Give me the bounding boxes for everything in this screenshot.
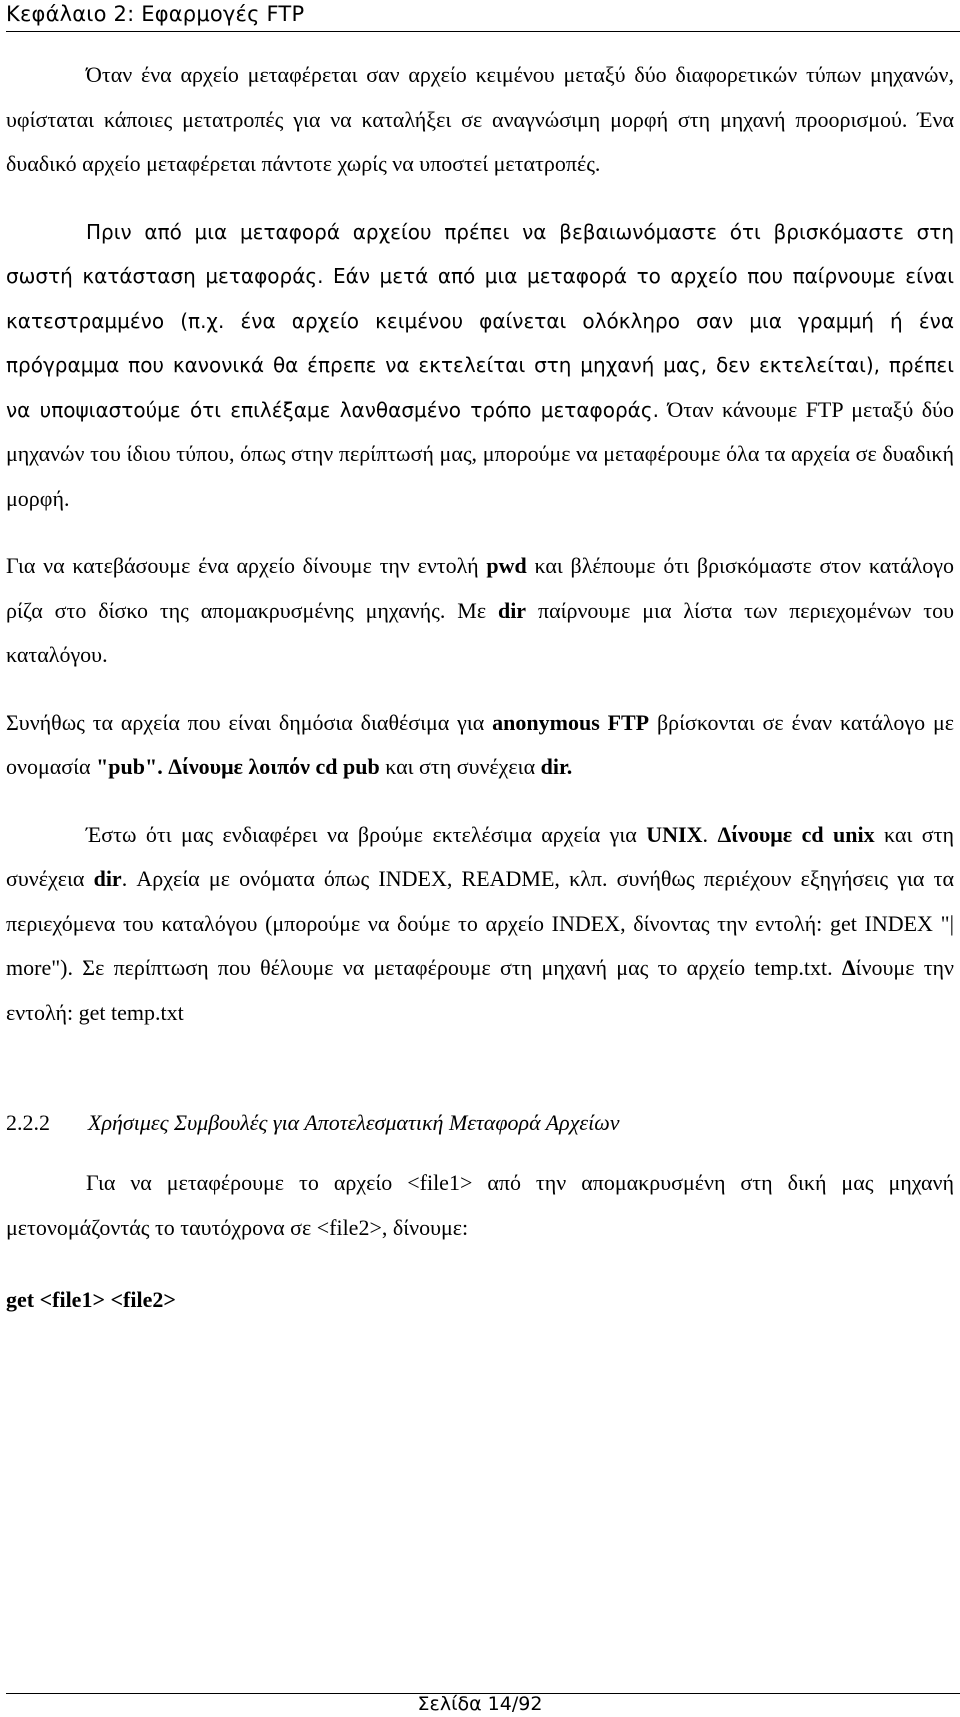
paragraph-rename: Για να μεταφέρουμε το αρχείο <file1> από την απομακρυσμένη στη δική μας μηχανή μετονομάζοντάς το ταυτόχρονα σε <file2>, δίνουμε: [6, 1170, 954, 1240]
header-divider [6, 31, 960, 32]
page-number: Σελίδα 14/92 [417, 1693, 543, 1715]
paragraph-transfer-mode-sans: Πριν από μια μεταφορά αρχείου πρέπει να βεβαιωνόμαστε ότι βρισκόμαστε στη σωστή κατάσταση μεταφοράς. Εάν μετά από μια μεταφορά το αρχείο που παίρνουμε είναι κατεστραμμένο (π.χ. ένα αρχείο κειμένου φαίνεται ολόκληρο σαν μια γραμμή ή ένα πρόγραμμα που κανονικά θα έπρεπε να εκτελείται στη μηχανή μας, δεν εκτελείται), πρέπει να υποψιαστούμε ότι επιλέξαμε λανθασμένο τρόπο μεταφοράς. [6, 219, 954, 422]
command-dir: dir [497, 597, 527, 623]
spacer [6, 1035, 954, 1101]
text-run: και βλέπουμε ότι βρισκόμαστε στον κατάλογο ρίζα στο δίσκο της απομακρυσμένης μηχανής. Με [6, 553, 954, 623]
text-run: και στη συνέχεια [379, 754, 541, 779]
text-run: βρίσκονται σε έναν κατάλογο με ονομασία [6, 709, 954, 779]
spacer [6, 1145, 954, 1161]
spacer [6, 1250, 954, 1278]
term-anonymous-ftp: anonymous FTP [492, 709, 650, 735]
paragraph-download [6, 544, 954, 678]
command-pwd: pwd [486, 553, 527, 578]
spacer [6, 521, 954, 544]
text-run: παίρνουμε μια λίστα των περιεχομένων του καταλόγου. [6, 597, 954, 667]
spacer [6, 678, 954, 701]
section-heading [6, 1101, 954, 1145]
document-body [6, 53, 954, 1323]
command-cd-unix: Δίνουμε cd unix [717, 821, 875, 847]
text-run: ίνουμε την εντολή: get temp.txt [6, 955, 955, 1025]
spacer [6, 187, 954, 210]
chapter-header: Κεφάλαιο 2: Εφαρμογές FTP [6, 2, 305, 26]
command-get-rename: get <file1> <file2> [6, 1287, 176, 1312]
text-run: Για να κατεβάσουμε ένα αρχείο δίνουμε την εντολή [6, 553, 487, 578]
text-run: . Αρχεία με ονόματα όπως INDEX, README, κλπ. συνήθως περιέχουν εξηγήσεις για τα περιεχόμενα του καταλόγου (μπορούμε να δούμε το αρχείο INDEX, δίνοντας την εντολή: get INDEX "| more"). Σε περίπτωση που θέλουμε να μεταφέρουμε στη μηχανή μας το αρχείο temp.txt. [6, 866, 954, 980]
text-run: και στη συνέχεια [6, 821, 955, 891]
spacer [6, 790, 954, 813]
command-dir: dir. [540, 754, 573, 779]
command-cd-pub: cd pub [315, 754, 380, 779]
command-dir: dir [93, 866, 122, 891]
paragraph-unix [6, 813, 954, 1036]
bold-letter: Δ [841, 955, 856, 980]
text-run: . [702, 821, 718, 847]
term-unix: UNIX [646, 821, 703, 847]
text-run: Έστω ότι μας ενδιαφέρει να βρούμε εκτελέσιμα αρχεία για [86, 821, 647, 847]
term-pub: "pub". Δίνουμε λοιπόν [96, 754, 310, 779]
paragraph-text-transfer: Όταν ένα αρχείο μεταφέρεται σαν αρχείο κειμένου μεταξύ δύο διαφορετικών τύπων μηχανών, υφίσταται κάποιες μετατροπές για να καταλήξει σε αναγνώσιμη μορφή στη μηχανή προορισμού. Ένα δυαδικό αρχείο μεταφέρεται πάντοτε χωρίς να υποστεί μετατροπές. [6, 62, 954, 176]
section-title: Χρήσιμες Συμβουλές για Αποτελεσματική Μεταφορά Αρχείων [88, 1110, 620, 1135]
text-run: Συνήθως τα αρχεία που είναι δημόσια διαθέσιμα για [6, 709, 493, 735]
paragraph-anonymous-ftp [6, 701, 954, 790]
paragraph-transfer-mode-serif: Όταν κάνουμε FTP μεταξύ δύο μηχανών του ίδιου τύπου, όπως στην περίπτωσή μας, μπορούμε να μεταφέρουμε όλα τα αρχεία σε δυαδική μορφή. [6, 396, 954, 511]
section-number: 2.2.2 [6, 1110, 50, 1135]
paragraph-transfer-mode [6, 210, 954, 522]
